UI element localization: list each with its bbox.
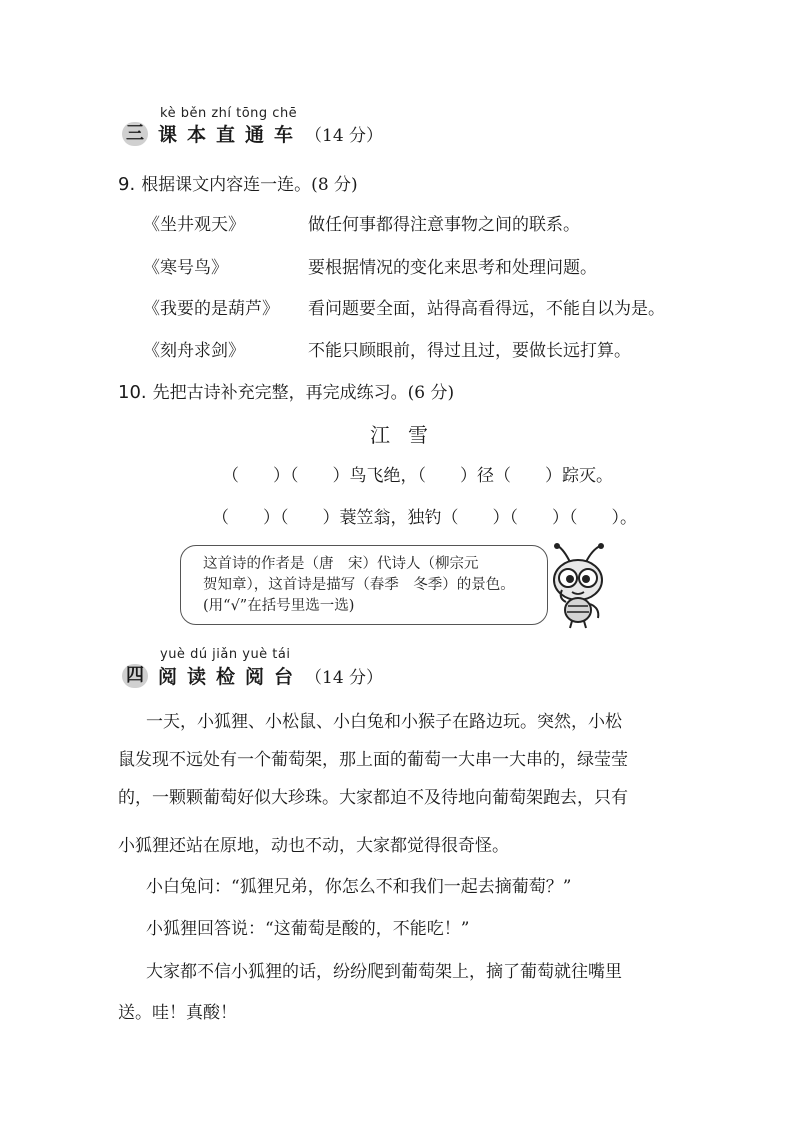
section-4-pinyin: yuè dú jiǎn yuè tái (160, 647, 291, 662)
question-10 (118, 378, 454, 403)
section-3-title: 课本直通车 (158, 124, 304, 146)
note-line[interactable]: 贺知章），这首诗是描写（春季 冬季）的景色。 (203, 577, 515, 593)
section-3-number: 三 (122, 122, 148, 146)
match-right-item[interactable]: 看问题要全面，站得高看得远，不能自以为是。 (308, 299, 665, 319)
poem-title: 江雪 (370, 423, 446, 447)
section-3-header (122, 120, 383, 147)
match-right-item[interactable]: 做任何事都得注意事物之间的联系。 (308, 215, 580, 235)
note-line[interactable]: 这首诗的作者是（唐 宋）代诗人（柳宗元 (203, 556, 479, 572)
section-3-pinyin: kè běn zhí tōng chē (160, 106, 298, 121)
question-10-prompt: 先把古诗补充完整，再完成练习。(6 分) (152, 383, 455, 403)
match-right-item[interactable]: 不能只顾眼前，得过且过，要做长远打算。 (308, 341, 631, 361)
passage-line: 大家都不信小狐狸的话，纷纷爬到葡萄架上，摘了葡萄就往嘴里 (146, 962, 622, 982)
passage-line: 小狐狸还站在原地，动也不动，大家都觉得很奇怪。 (118, 836, 509, 856)
poem-line-1[interactable]: （ ）（ ）鸟飞绝，（ ）径（ ）踪灭。 (222, 466, 613, 486)
section-4-header (122, 662, 383, 689)
section-4-score: （14 分） (305, 668, 384, 688)
note-box (180, 545, 548, 625)
passage-line: 小狐狸回答说：“这葡萄是酸的，不能吃！” (146, 919, 470, 939)
section-3-score: （14 分） (305, 126, 384, 146)
note-line: (用“√”在括号里选一选) (203, 598, 355, 614)
section-4-title: 阅读检阅台 (158, 666, 304, 688)
match-left-item[interactable]: 《我要的是葫芦》 (143, 299, 279, 319)
match-right-item[interactable]: 要根据情况的变化来思考和处理问题。 (308, 258, 597, 278)
question-9-number: 9. (118, 174, 136, 195)
question-9 (118, 170, 358, 195)
question-9-prompt: 根据课文内容连一连。(8 分) (141, 175, 358, 195)
passage-line: 一天，小狐狸、小松鼠、小白兔和小猴子在路边玩。突然，小松 (146, 712, 622, 732)
passage-line: 鼠发现不远处有一个葡萄架，那上面的葡萄一大串一大串的，绿莹莹 (118, 750, 628, 770)
match-left-item[interactable]: 《坐井观天》 (143, 215, 245, 235)
match-left-item[interactable]: 《刻舟求剑》 (143, 341, 245, 361)
match-left-item[interactable]: 《寒号鸟》 (143, 258, 228, 278)
passage-line: 小白兔问：“狐狸兄弟，你怎么不和我们一起去摘葡萄？” (146, 877, 572, 897)
poem-line-2[interactable]: （ ）（ ）蓑笠翁，独钓（ ）（ ）（ ）。 (212, 508, 637, 528)
ant-mascot-icon (540, 540, 620, 630)
passage-line: 的，一颗颗葡萄好似大珍珠。大家都迫不及待地向葡萄架跑去，只有 (118, 788, 628, 808)
section-4-number: 四 (122, 664, 148, 688)
passage-line: 送。哇！真酸！ (118, 1003, 237, 1023)
question-10-number: 10. (118, 382, 147, 403)
